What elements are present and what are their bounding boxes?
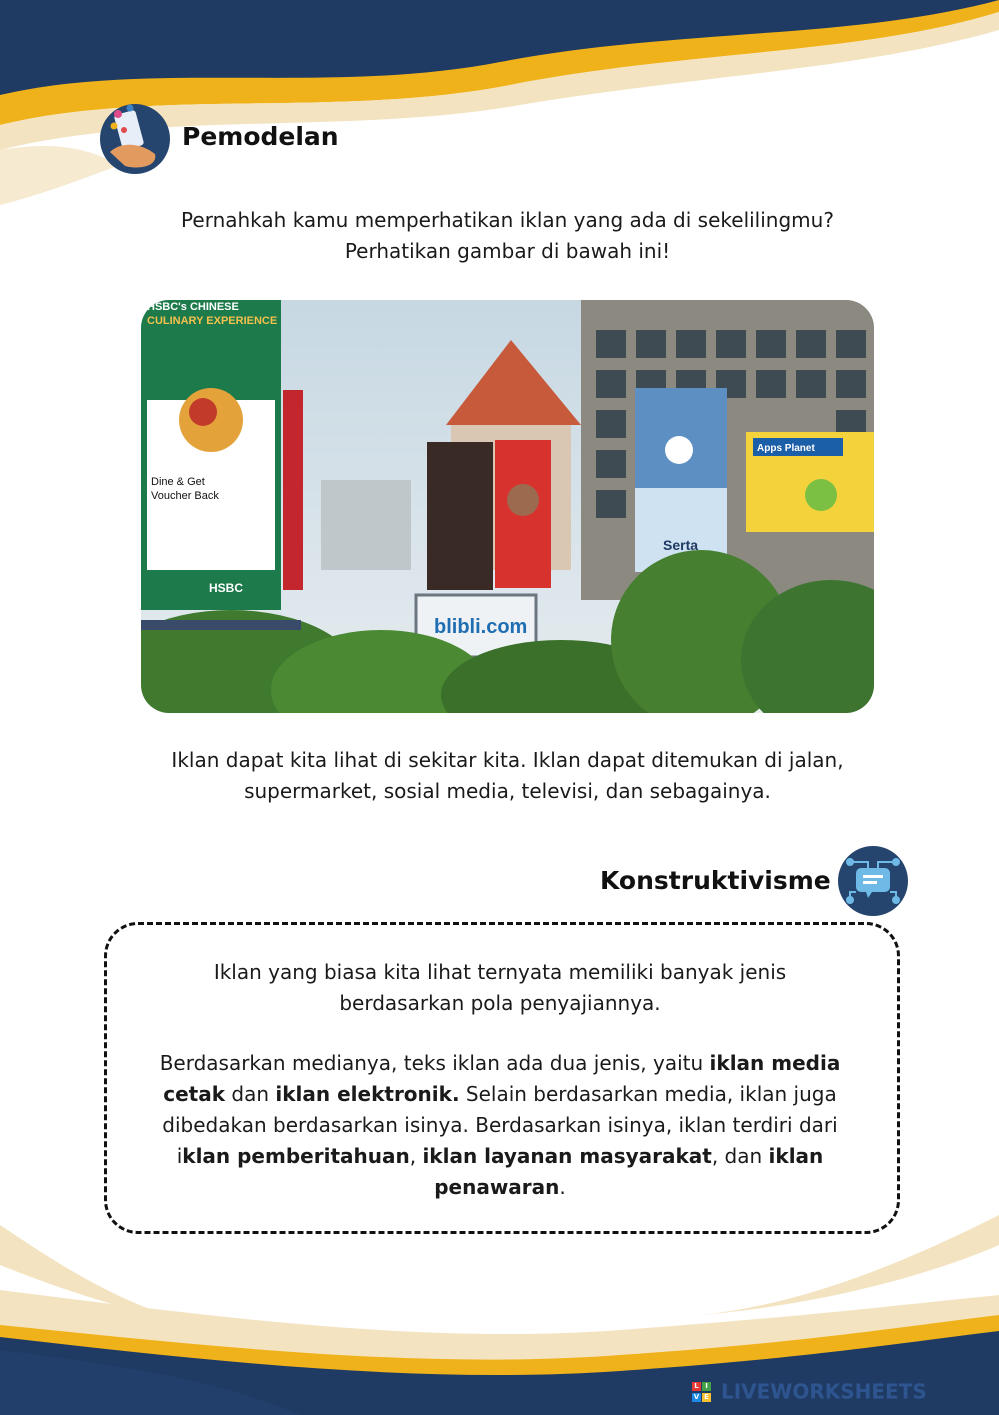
social-media-phone-icon — [100, 104, 170, 174]
intro-text — [80, 205, 935, 267]
p2-bold-iklan-layanan-masyarakat: iklan layanan masyarakat — [422, 1144, 712, 1168]
p2-text-k: . — [559, 1175, 566, 1199]
box-p1-line-1: Iklan yang biasa kita lihat ternyata memiliki banyak jenis — [213, 960, 787, 984]
billboards-photo — [141, 300, 874, 713]
p2-bold-iklan-elektronik: iklan elektronik. — [275, 1082, 460, 1106]
liveworksheets-logo — [692, 1378, 927, 1404]
logo-letter-e: E — [702, 1393, 711, 1402]
billboard-blibli: blibli.com — [434, 616, 528, 638]
billboard-apps-planet: Apps Planet — [757, 443, 815, 454]
box-paragraph-2 — [150, 1048, 850, 1203]
photo-caption — [80, 745, 935, 807]
p2-text-i: , dan — [711, 1144, 769, 1168]
p2-text-c: dan — [225, 1082, 276, 1106]
caption-line-1: Iklan dapat kita lihat di sekitar kita. Iklan dapat ditemukan di jalan, — [171, 748, 844, 772]
p2-text-a: Berdasarkan medianya, teks iklan ada dua jenis, yaitu — [159, 1051, 710, 1075]
logo-letter-i: I — [702, 1382, 711, 1391]
p2-bold-iklan-media-cetak: iklan media cetak — [163, 1051, 841, 1106]
billboard-serta: Serta — [663, 537, 699, 553]
p2-bold-klan-pemberitahuan: klan pemberitahuan — [182, 1144, 410, 1168]
section-title-pemodelan: Pemodelan — [182, 122, 339, 151]
logo-letter-v: V — [693, 1392, 700, 1401]
p2-text-g: , — [409, 1144, 423, 1168]
billboard-1-body-2: Voucher Back — [151, 490, 219, 502]
logo-letter-l: L — [692, 1382, 701, 1391]
billboard-1-header-2: CULINARY EXPERIENCE — [147, 315, 278, 327]
p2-text-e: Selain berdasarkan media, iklan juga dibedakan berdasarkan isinya. Berdasarkan isinya, iklan terdiri dari i — [162, 1082, 838, 1168]
billboard-1-brand: HSBC — [209, 581, 244, 595]
box-p1-line-2: berdasarkan pola penyajiannya. — [339, 991, 661, 1015]
intro-line-2: Perhatikan gambar di bawah ini! — [344, 239, 671, 263]
billboard-1-body: Dine & Get — [151, 476, 205, 488]
box-paragraph-1 — [150, 957, 850, 1019]
billboard-1-header: HSBC's CHINESE — [147, 301, 239, 313]
caption-line-2: supermarket, sosial media, televisi, dan sebagainya. — [244, 779, 771, 803]
top-wave-decoration — [0, 0, 999, 210]
p2-bold-iklan-penawaran: iklan penawaran — [434, 1144, 824, 1199]
section-title-konstruktivisme: Konstruktivisme — [600, 866, 831, 895]
chat-network-icon — [838, 846, 908, 916]
liveworksheets-brand-text: LIVEWORKSHEETS — [720, 1379, 927, 1404]
intro-line-1: Pernahkah kamu memperhatikan iklan yang ada di sekelilingmu? — [181, 208, 834, 232]
